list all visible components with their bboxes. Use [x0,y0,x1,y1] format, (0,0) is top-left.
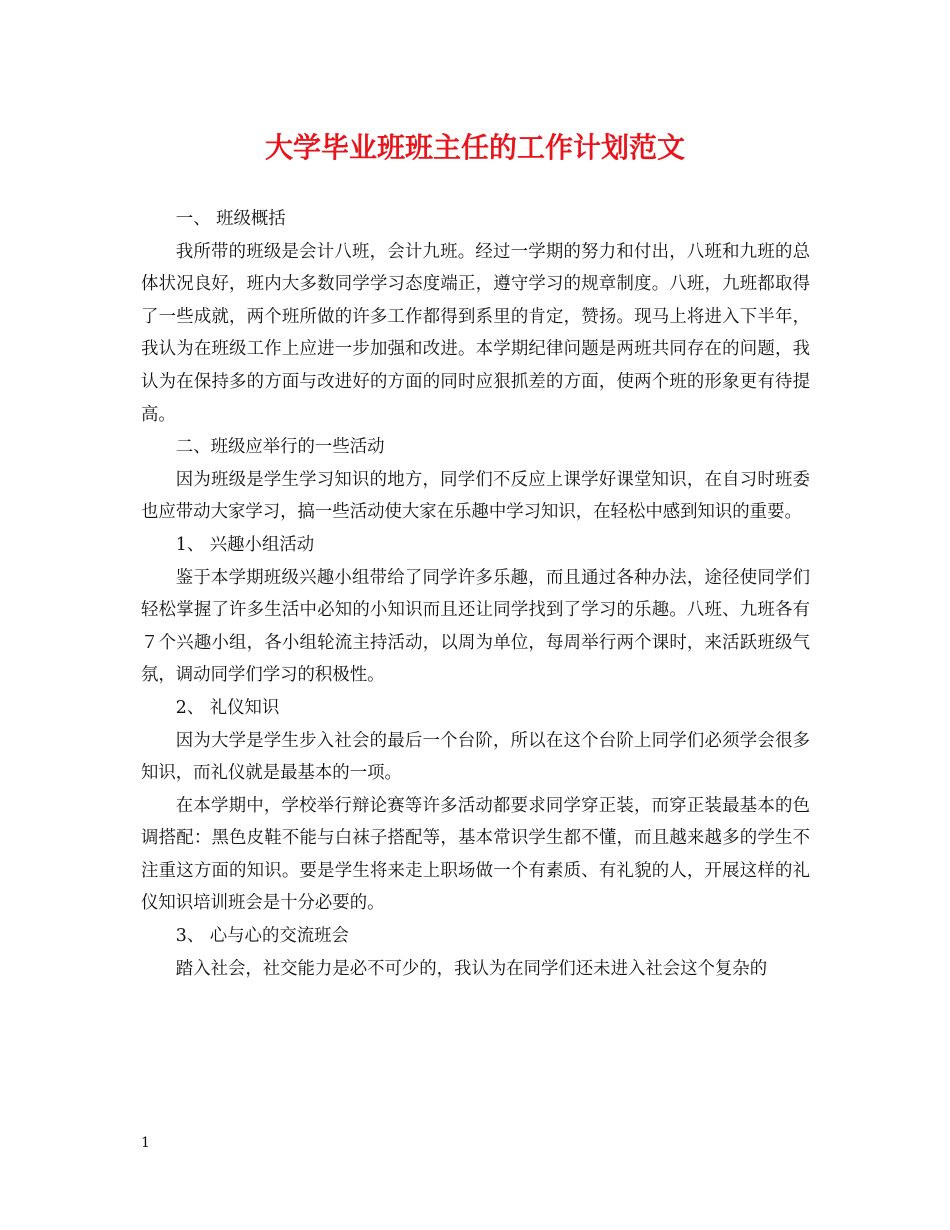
document-body [141,203,810,985]
subheading-etiquette: 2、 礼仪知识 [175,697,280,718]
paragraph-etiquette-training: 在本学期中，学校举行辩论赛等许多活动都要求同学穿正装，而穿正装最基本的色调搭配：黑色皮鞋不能与白袜子搭配等，基本常识学生都不懂，而且越来越多的学生不注重这方面的知识。要是学生将来走上职场做一个有素质、有礼貌的人，开展这样的礼仪知识培训班会是十分必要的。 [141,795,810,914]
subheading-interest-groups: 1、 兴趣小组活动 [175,534,315,555]
paragraph-class-activities: 因为班级是学生学习知识的地方，同学们不反应上课学好课堂知识，在自习时班委也应带动大家学习，搞一些活动使大家在乐趣中学习知识，在轻松中感到知识的重要。 [141,469,810,523]
subheading-heart-to-heart-meeting: 3、 心与心的交流班会 [175,926,349,947]
page-number: 1 [141,1135,150,1151]
section-heading-class-overview: 一、 班级概括 [175,209,286,229]
section-heading-class-activities: 二、班级应举行的一些活动 [175,437,385,458]
paragraph-interest-groups: 鉴于本学期班级兴趣小组带给了同学许多乐趣，而且通过各种办法，途径使同学们轻松掌握了许多生活中必知的小知识而且还让同学找到了学习的乐趣。八班、九班各有７个兴趣小组，各小组轮流主持活动，以周为单位，每周举行两个课时，来活跃班级气氛，调动同学们学习的积极性。 [141,567,810,686]
paragraph-social-skills: 踏入社会，社交能力是必不可少的，我认为在同学们还未进入社会这个复杂的 [175,958,768,979]
paragraph-class-overview: 我所带的班级是会计八班，会计九班。经过一学期的努力和付出，八班和九班的总体状况良好，班内大多数同学学习态度端正，遵守学习的规章制度。八班，九班都取得了一些成就，两个班所做的许多工作都得到系里的肯定，赞扬。现马上将进入下半年，我认为在班级工作上应进一步加强和改进。本学期纪律问题是两班共同存在的问题，我认为在保持多的方面与改进好的方面的同时应狠抓差的方面，使两个班的形象更有待提高。 [141,241,810,425]
paragraph-etiquette-intro: 因为大学是学生步入社会的最后一个台阶，所以在这个台阶上同学们必须学会很多知识，而礼仪就是最基本的一项。 [141,730,810,784]
document-title: 大学毕业班班主任的工作计划范文 [264,131,685,164]
